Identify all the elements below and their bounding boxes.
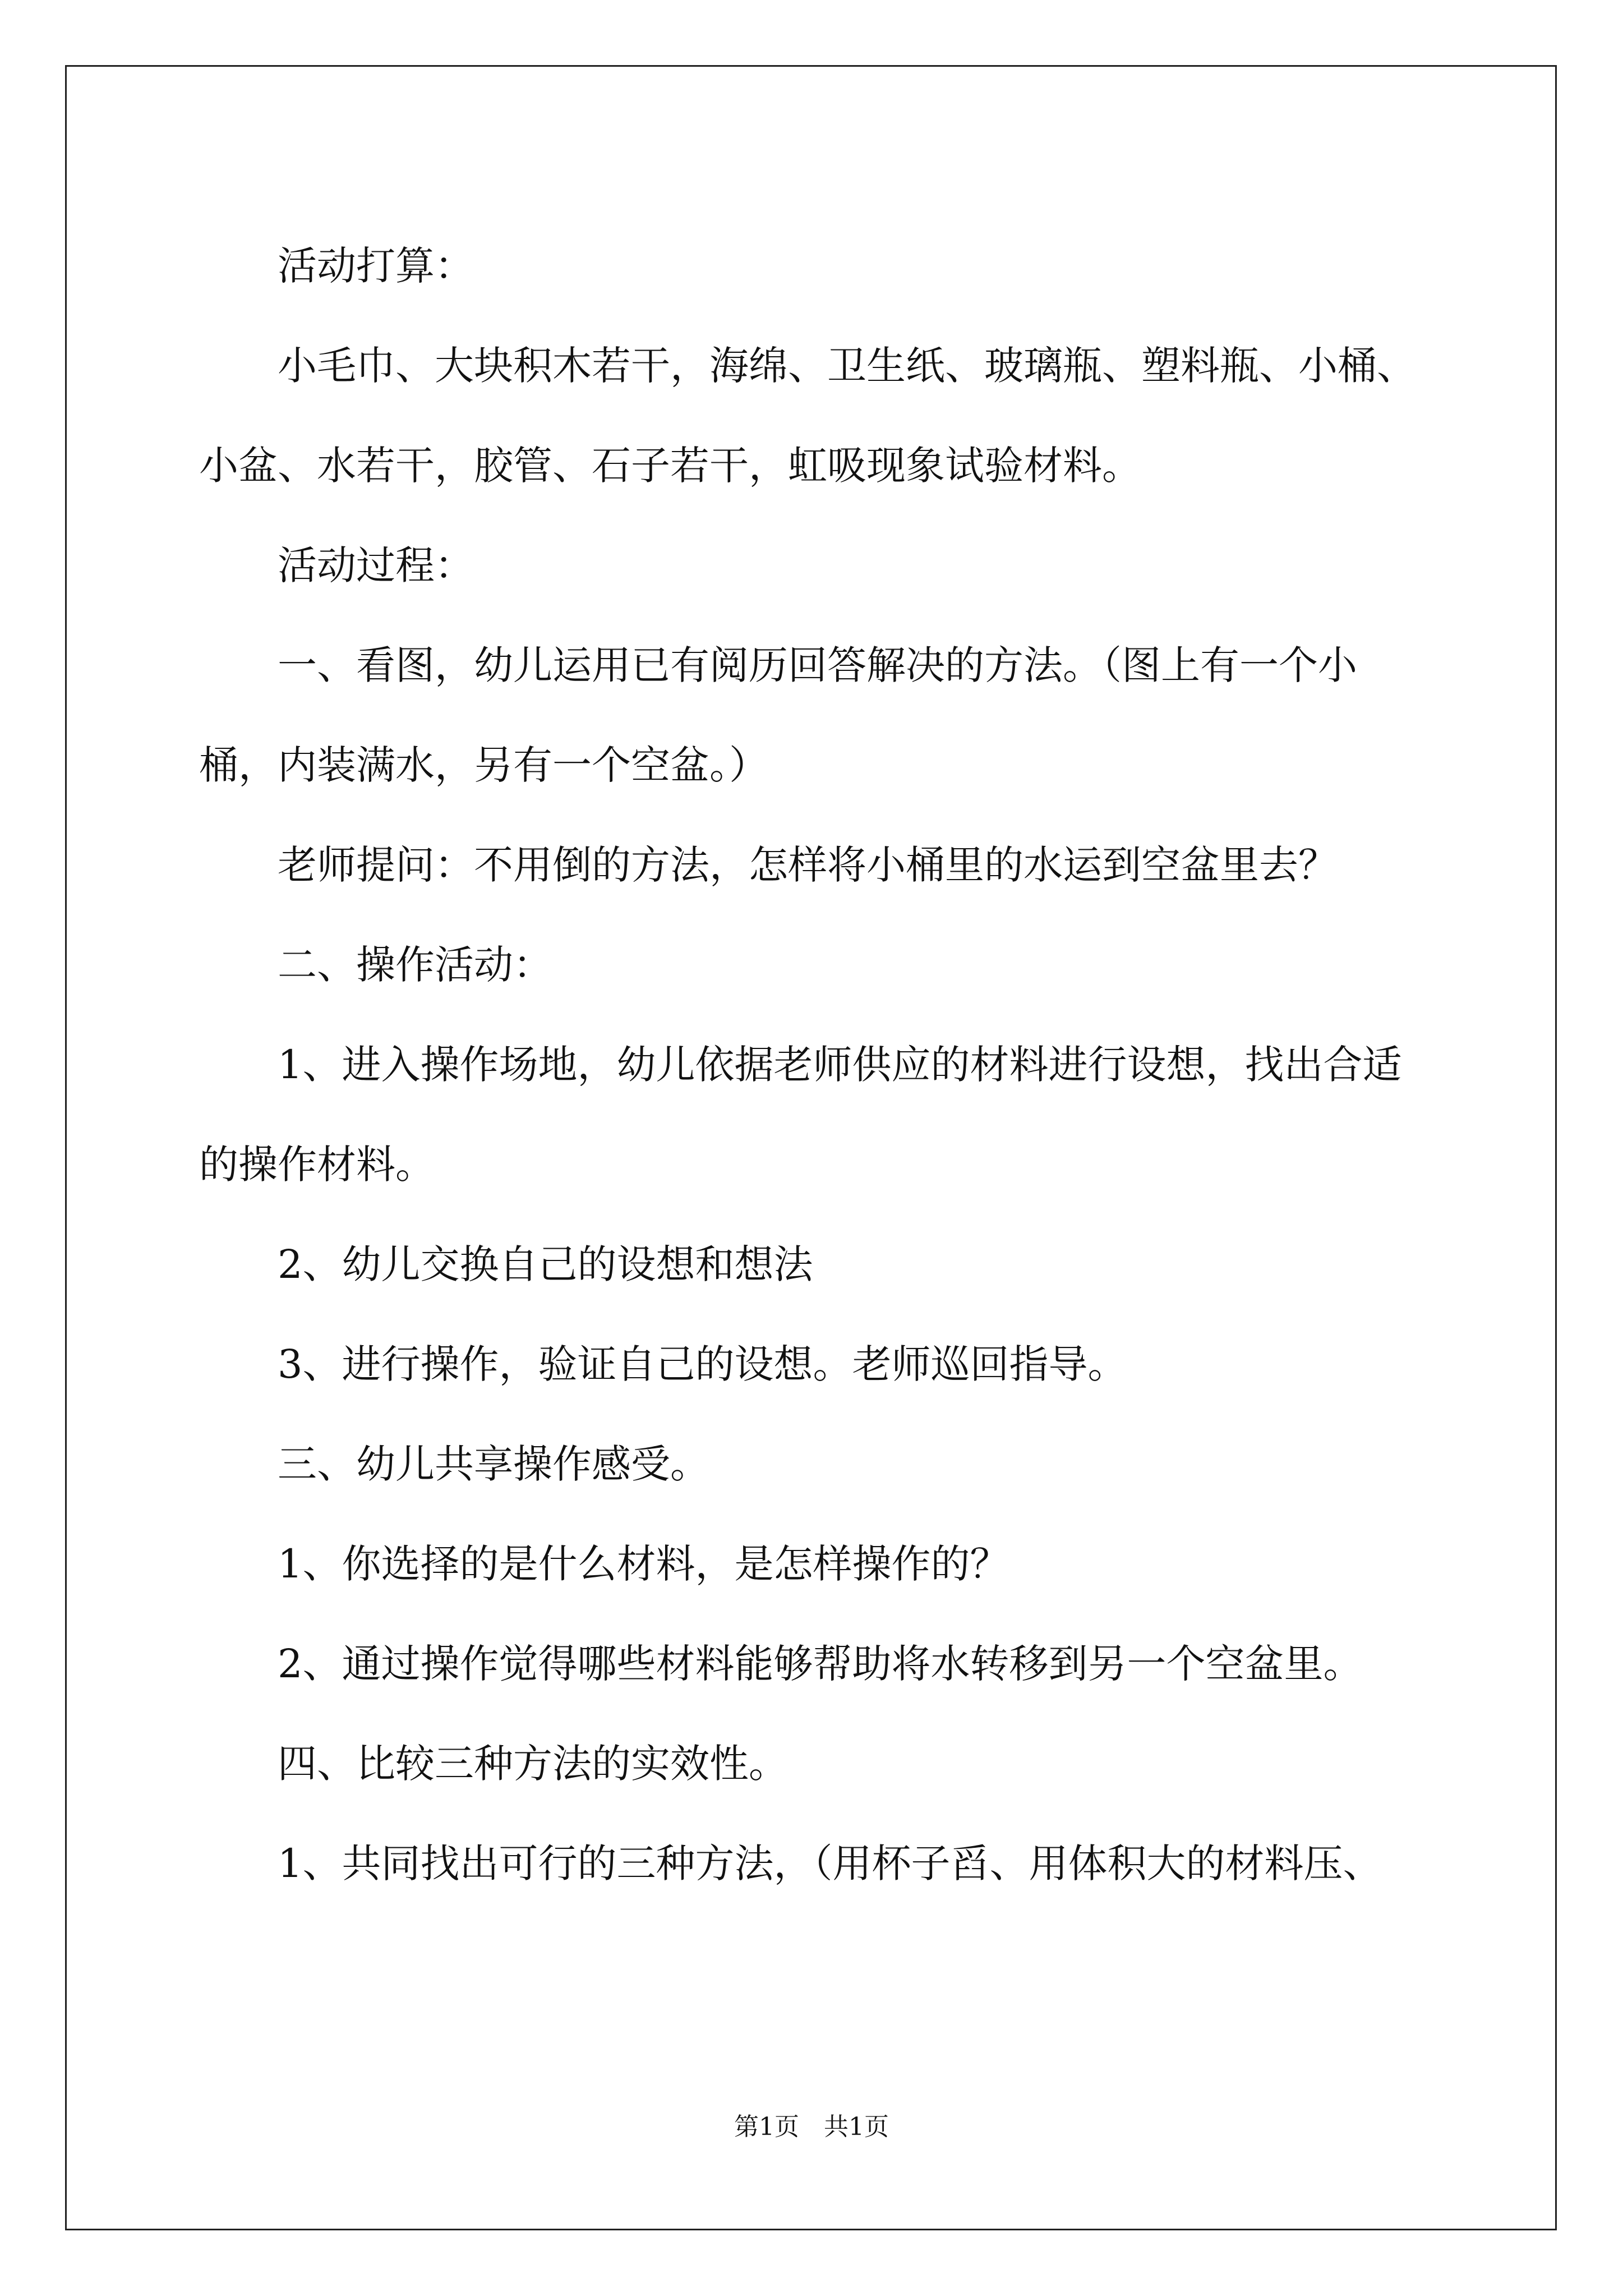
paragraph-materials: 小毛巾、大块积木若干，海绵、卫生纸、玻璃瓶、塑料瓶、小桶、小盆、水若干，胶管、石子若干，虹吸现象试验材料。 [199,343,1416,489]
paragraph-step-two-item-3: 3、进行操作，验证自己的设想。老师巡回指导。 [278,1341,1127,1387]
paragraph-step-two-item-2: 2、幼儿交换自己的设想和想法 [278,1241,813,1287]
paragraph-step-two-item-1: 1、进入操作场地，幼儿依据老师供应的材料进行设想，找出合适的操作材料。 [199,1042,1402,1188]
paragraph-step-three-item-1: 1、你选择的是什么材料，是怎样操作的？ [278,1541,1009,1587]
paragraph-step-one: 一、看图，幼儿运用已有阅历回答解决的方法。（图上有一个小桶，内装满水，另有一个空盆。） [199,642,1357,788]
paragraph-step-two-heading: 二、操作活动： [278,942,552,988]
paragraph-activity-process-heading: 活动过程： [278,542,474,588]
paragraph-activity-prep-heading: 活动打算： [278,243,474,289]
document-body [199,216,1433,1913]
paragraph-step-three-heading: 三、幼儿共享操作感受。 [278,1441,709,1487]
page-number-footer: 第1页 共1页 [734,2113,889,2141]
paragraph-teacher-question: 老师提问：不用倒的方法，怎样将小桶里的水运到空盆里去？ [278,842,1338,888]
paragraph-step-four-item-1: 1、共同找出可行的三种方法，（用杯子舀、用体积大的材料压、 [278,1841,1382,1887]
paragraph-step-four-heading: 四、比较三种方法的实效性。 [278,1741,788,1787]
paragraph-step-three-item-2: 2、通过操作觉得哪些材料能够帮助将水转移到另一个空盆里。 [278,1641,1363,1687]
